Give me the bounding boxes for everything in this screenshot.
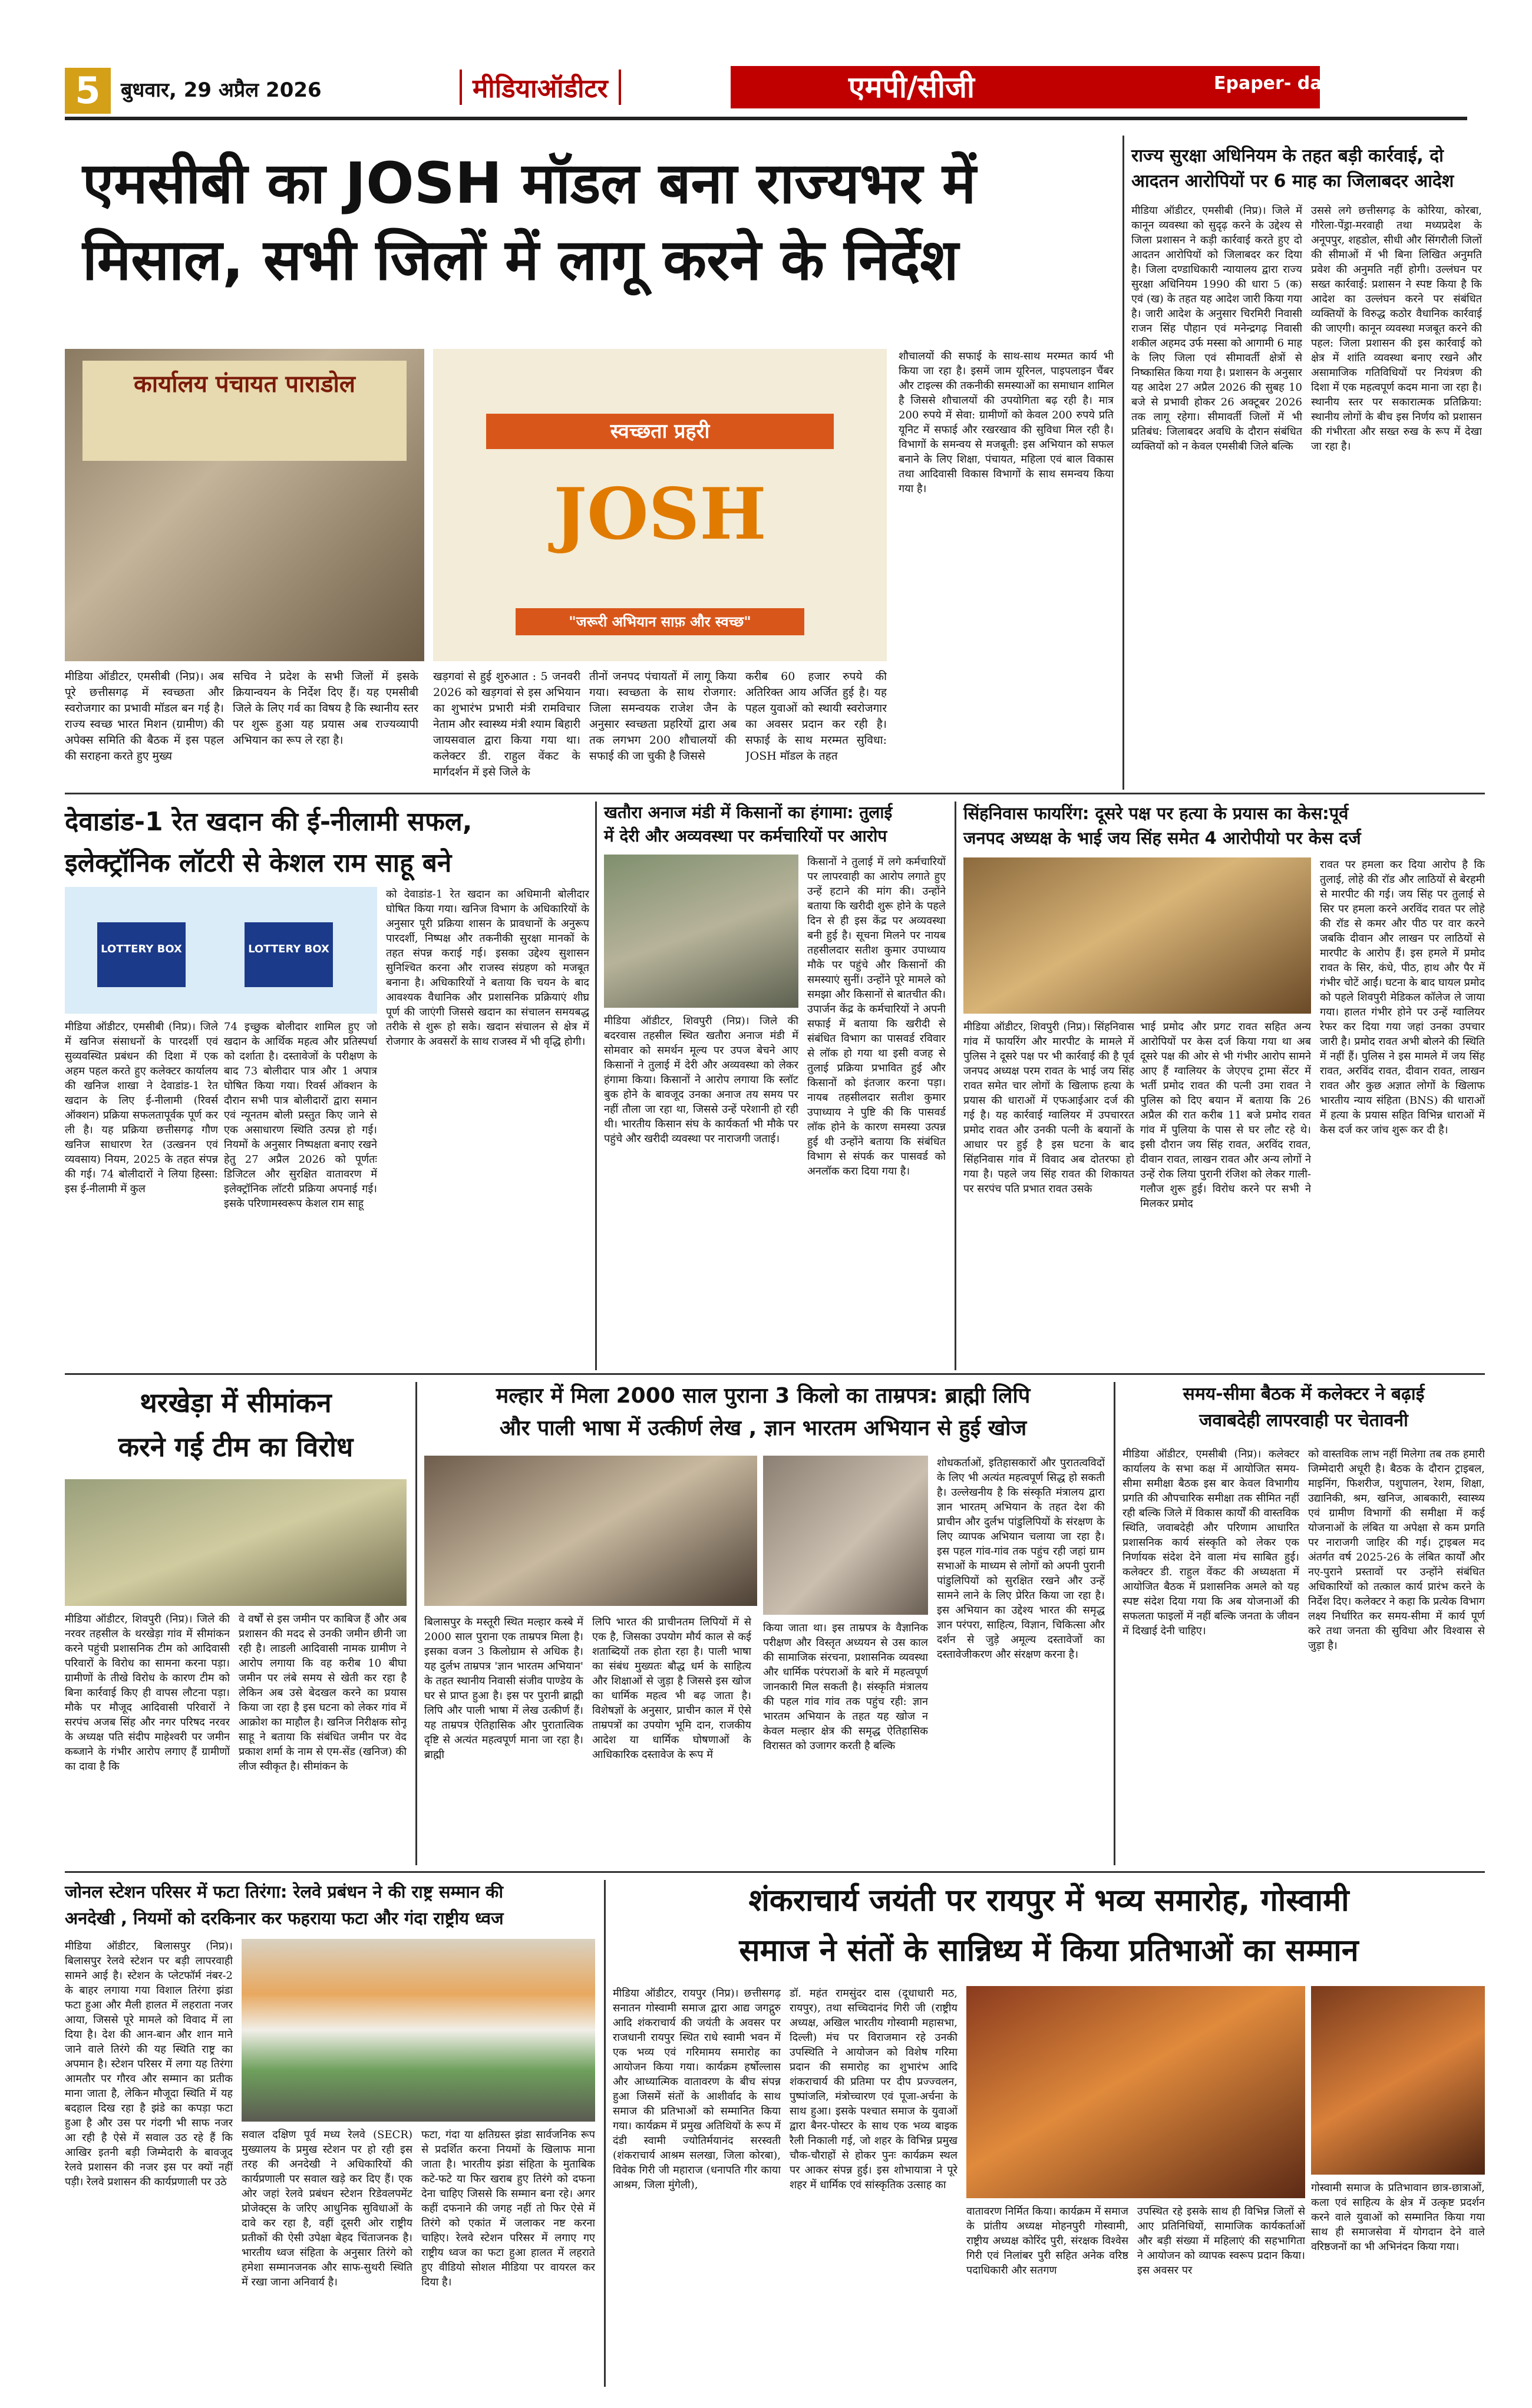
s2-headline-2: इलेक्ट्रॉनिक लॉटरी से केशल राम साहू बने <box>65 848 452 878</box>
r1-headline-1: राज्य सुरक्षा अधिनियम के तहत बड़ी कार्रवाई, दो <box>1131 146 1444 166</box>
s2-col-3: को देवाडांड-1 रेत खदान का अधिमानी बोलीदार घोषित किया गया। खनिज विभाग के अधिकारियों के अनुसार पूरी प्रक्रिया शासन के प्रावधानों के अनुरूप पारदर्शी, निष्पक्ष और तकनीकी सुरक्षा मानकों के तहत संपन्न कराई गई। इसका उद्देश्य सुशासन सुनिश्चित करना और राजस्व संग्रहण को मजबूत बनाना है। अधिकारियों ने बताया कि चयन के बाद आवश्यक वैधानिक और प्रशासनिक प्रक्रियाएं शीघ्र पूर्ण की जाएंगी जिससे खदान का संचालन समयबद्ध तरीके से शुरू हो सके। खदान संचालन से क्षेत्र में रोजगार के अवसरों के साथ राजस्व में भी वृद्धि होगी। <box>386 888 589 1048</box>
s7-headline-2: जवाबदेही लापरवाही पर चेतावनी <box>1199 1410 1408 1431</box>
lottery-box-1: LOTTERY BOX <box>97 922 186 987</box>
s9-col-4: उपस्थित रहे इसके साथ ही विभिन्न जिलों से आए प्रतिनिधियों, सामाजिक कार्यकर्ताओं और बड़ी संख्या में महिलाएं की सहभागिता ने आयोजन को व्यापक स्वरूप प्रदान किया। इस अवसर पर <box>1137 2205 1305 2277</box>
panchayat-office-photo <box>65 349 424 661</box>
copper-plate-people-photo <box>424 1456 757 1606</box>
s7-col-2: को वास्तविक लाभ नहीं मिलेगा तब तक हमारी जिम्मेदारी अधूरी है। बैठक के दौरान ट्राइबल, माइनिंग, फिशरीज, पशुपालन, रेशम, शिक्षा, उद्यानिकी, श्रम, खनिज, आबकारी, स्वास्थ्य एवं ग्रामीण विभागों की समीक्षा में कई योजनाओं के लंबित या अपेक्षा से कम प्रगति पर नाराजगी जाहिर की गई। ट्राइबल मद अंतर्गत वर्ष 2025-26 के लंबित कार्यों और नए-पुराने प्रस्तावों पर उन्होंने संबंधित अधिकारियों को तत्काल कार्य प्रारंभ करने के निर्देश दिए। कलेक्टर ने कहा कि प्रत्येक विभाग लक्ष्य निर्धारित कर समय-सीमा में कार्य पूर्ण करे तथा जनता की सुविधा और विश्वास से जुड़ा है। <box>1308 1448 1485 1652</box>
s3-col-1: मीडिया ऑडीटर, शिवपुरी (निप्र)। जिले की बदरवास तहसील स्थित खतौरा अनाज मंडी में सोमवार को समर्थन मूल्य पर उपज बेचने आए किसानों ने तुलाई में देरी और अव्यवस्था को लेकर हंगामा किया। किसानों ने आरोप लगाया कि स्लॉट बुक होने के बावजूद उनका अनाज तय समय पर नहीं तौला जा रहा था, जिससे उन्हें परेशानी हो रही थी। भारतीय किसान संघ के कार्यकर्ता भी मौके पर पहुंचे और खरीदी व्यवस्था पर नाराजगी जताई। <box>604 1015 798 1145</box>
column-rule <box>415 1382 417 1865</box>
s6-headline-1: मल्हार में मिला 2000 साल पुराना 3 किलो का ताम्रपत्र: ब्राह्मी लिपि <box>496 1384 1031 1408</box>
s4-col-2: भाई प्रमोद और प्रगट रावत सहित अन्य आरोपियों पर केस दर्ज किया गया था अब दूसरे पक्ष की ओर से भी गंभीर आरोप सामने आए हैं ग्वालियर के जेएएच ट्रामा सेंटर में भर्ती प्रमोद रावत की पत्नी उमा रावत ने पुलिस को दिए बयान में बताया कि 26 अप्रैल की रात करीब 11 बजे प्रमोद रावत गांव में पुलिया के पास से घर लौट रहे थे। इसी दौरान जय सिंह रावत, अरविंद रावत, दीवान रावत, लाखन रावत और अन्य लोगों ने उन्हें रोक लिया पुरानी रंजिश को लेकर गाली-गलौज शुरू हुई। विरोध करने पर सभी ने मिलकर प्रमोद <box>1140 1021 1311 1210</box>
section-banner: एमपी/सीजी <box>731 66 1320 108</box>
s8-headline-1: जोनल स्टेशन परिसर में फटा तिरंगा: रेलवे प्रबंधन ने की राष्ट्र सम्मान की <box>65 1882 503 1902</box>
poster-title: स्वच्छता प्रहरी <box>486 414 834 449</box>
s7-headline-1: समय-सीमा बैठक में कलेक्टर ने बढ़ाई <box>1183 1384 1425 1404</box>
s6-col-3: किया जाता था। इस ताम्रपत्र के वैज्ञानिक परीक्षण और विस्तृत अध्ययन से उस काल की सामाजिक संरचना, प्रशासनिक व्यवस्था और धार्मिक परंपराओं के बारे में महत्वपूर्ण जानकारी मिल सकती है। संस्कृति मंत्रालय की पहल गांव गांव तक पहुंच रही: ज्ञान भारतम अभियान के तहत यह खोज न केवल मल्हार क्षेत्र की समृद्ध ऐतिहासिक विरासत को उजागर करती है बल्कि <box>763 1622 928 1752</box>
s4-col-3: रावत पर हमला कर दिया आरोप है कि तुलाई, लोहे की रॉड और लाठियों से बेरहमी से मारपीट की गई। जय सिंह पर तुलाई से सिर पर हमला करने अरविंद रावत पर लोहे की रॉड से कमर और पीठ पर वार करने जबकि दीवान और लाखन पर लाठियों से मारपीट के आरोप हैं। इस हमले में प्रमोद रावत के सिर, कंधे, पीठ, हाथ और पैर में गंभीर चोटें आईं। घटना के बाद घायल प्रमोद को पहले शिवपुरी मेडिकल कॉलेज ले जाया गया। हालत गंभीर होने पर उन्हें ग्वालियर रेफर कर दिया गया जहां उनका उपचार जारी है। प्रमोद रावत अभी बोलने की स्थिति में नहीं हैं। पुलिस ने इस मामले में जय सिंह रावत, अरविंद रावत, दीवान रावत, लाखन रावत और कुछ अज्ञात लोगों के खिलाफ भारतीय न्याय संहिता (BNS) की धाराओं में हत्या के प्रयास सहित विभिन्न धाराओं में केस दर्ज कर जांच शुरू कर दी है। <box>1320 859 1485 1136</box>
column-rule <box>595 801 597 1370</box>
s3-headline-1: खतौरा अनाज मंडी में किसानों का हंगामा: तुलाई <box>604 803 893 822</box>
s8-col-2: सवाल दक्षिण पूर्व मध्य रेलवे (SECR) मुख्यालय के प्रमुख स्टेशन पर हो रही इस तरह की अनदेखी ने अधिकारियों की कार्यप्रणाली पर सवाल खड़े कर दिए हैं। एक ओर जहां रेलवे प्रबंधन स्टेशन रिडेवलपमेंट प्रोजेक्ट्स के जरिए आधुनिक सुविधाओं के दावे कर रहा है, वहीं दूसरी ओर राष्ट्रीय प्रतीकों की ऐसी उपेक्षा बेहद चिंताजनक है। भारतीय ध्वज संहिता के अनुसार तिरंगे को हमेशा सम्मानजनक और साफ-सुथरी स्थिति में रखा जाना अनिवार्य है। <box>242 2129 412 2288</box>
epaper-link[interactable]: Epaper- dainikmediaauditor.in <box>1214 73 1515 94</box>
column-rule <box>1122 136 1124 790</box>
column-rule <box>955 801 956 1370</box>
r1-col-1: मीडिया ऑडीटर, एमसीबी (निप्र)। जिले में कानून व्यवस्था को सुदृढ़ करने के उद्देश्य से जिला प्रशासन ने कड़ी कार्रवाई करते हुए दो आदतन आरोपियों को जिलाबदर कर दिया है। जिला दण्डाधिकारी न्यायालय द्वारा राज्य सुरक्षा अधिनियम 1990 की धारा 5 (क) एवं (ख) के तहत यह आदेश जारी किया गया है। जारी आदेश के अनुसार चिरमिरी निवासी राजन सिंह पौहान एवं मनेन्द्रगढ़ निवासी शकील अहमद उर्फ मस्सा को आगामी 6 माह के लिए जिला एवं सीमावर्ती क्षेत्रों से निष्कासित किया गया है। प्रशासन के अनुसार यह आदेश 27 अप्रैल 2026 की सुबह 10 बजे से प्रभावी होकर 26 अक्टूबर 2026 तक लागू रहेगा। सीमावर्ती जिलों में भी प्रतिबंध: जिलाबदर अवधि के दौरान संबंधित व्यक्तियों को न केवल एमसीबी जिले बल्कि <box>1131 204 1302 453</box>
ceremony-photo-2 <box>1311 1986 1485 2175</box>
s8-col-3: फटा, गंदा या क्षतिग्रस्त झंडा सार्वजनिक रूप से प्रदर्शित करना नियमों के खिलाफ माना जाता है। भारतीय झंडा संहिता के मुताबिक कटे-फटे या फिर खराब हुए तिरंगे को दफना देना चाहिए जिससे कि सम्मान बना रहे। अगर कहीं दफनाने की जगह नहीं तो फिर ऐसे में तिरंगे को एकांत में जलाकर नष्ट करना चाहिए। रेलवे स्टेशन परिसर में लगाए गए राष्ट्रीय ध्वज का फटा हुआ हालत में लहराते हुए वीडियो सोशल मीडिया पर वायरल कर दिया है। <box>421 2129 595 2288</box>
copper-plate-photo <box>763 1456 928 1615</box>
s2-col-1: मीडिया ऑडीटर, एमसीबी (निप्र)। जिले में खनिज संसाधनों के पारदर्शी एवं सुव्यवस्थित प्रबंधन की दिशा में एक अहम पहल करते हुए कलेक्टर कार्यालय की खनिज शाखा ने देवाडांड-1 रेत खदान के लिए ई-नीलामी (रिवर्स ऑक्शन) प्रक्रिया सफलतापूर्वक पूर्ण कर ली है। यह प्रक्रिया छत्तीसगढ़ गौण खनिज साधारण रेत (उत्खनन एवं व्यवसाय) नियम, 2025 के तहत संपन्न की गई। 74 बोलीदारों ने लिया हिस्सा: इस ई-नीलामी में कुल <box>65 1021 218 1195</box>
s2-col-2: 74 इच्छुक बोलीदार शामिल हुए जो खदान के आर्थिक महत्व और प्रतिस्पर्धा को दर्शाता है। दस्तावेजों के परीक्षण के बाद 73 बोलीदार पात्र और 1 अपात्र घोषित किया गया। रिवर्स ऑक्शन के दौरान सभी पात्र बोलीदारों द्वारा समान एवं न्यूनतम बोली प्रस्तुत किए जाने से एक असाधारण स्थिति उत्पन्न हो गई। नियमों के अनुसार निष्पक्षता बनाए रखने हेतु 27 अप्रैल 2026 को पूर्णतः डिजिटल और सुरक्षित वातावरण में इलेक्ट्रॉनिक लॉटरी प्रक्रिया अपनाई गई। इसके परिणामस्वरूप केशल राम साहू <box>224 1021 377 1210</box>
section-rule <box>65 793 1485 794</box>
s4-col-1: मीडिया ऑडीटर, शिवपुरी (निप्र)। सिंहनिवास गांव में फायरिंग और मारपीट के मामले में पुलिस ने दूसरे पक्ष पर भी कार्रवाई की है पूर्व जनपद अध्यक्ष परम रावत के भाई जय सिंह रावत समेत चार लोगों के खिलाफ हत्या के प्रयास की धाराओं में एफआईआर दर्ज की गई है। यह कार्रवाई ग्वालियर में उपचाररत प्रमोद रावत और उनकी पत्नी के बयानों के आधार पर हुई है इस घटना के बाद सिंहनिवास गांव में विवाद अब दोतरफा हो गया है। पहले जय सिंह रावत की शिकायत पर सरपंच पति प्रभात रावत उसके <box>963 1021 1134 1195</box>
issue-date: बुधवार, 29 अप्रैल 2026 <box>121 78 322 102</box>
s9-col-2: डॉ. महंत रामसुंदर दास (दूधाधारी मठ, रायपुर), तथा सच्चिदानंद गिरी जी (राष्ट्रीय अध्यक्ष, अखिल भारतीय गोस्वामी महासभा, दिल्ली) मंच पर विराजमान रहे उनकी उपस्थिति ने आयोजन को विशेष गरिमा प्रदान की समारोह का शुभारंभ आदि शंकराचार्य की प्रतिमा पर दीप प्रज्ज्वलन, पुष्पांजलि, मंत्रोच्चारण एवं पूजा-अर्चना के साथ हुआ। इसके पश्चात समाज के युवाओं द्वारा बैनर-पोस्टर के साथ एक भव्य बाइक रैली निकाली गई, जो शहर के विभिन्न प्रमुख चौक-चौराहों से होकर पुनः कार्यक्रम स्थल पर आकर संपन्न हुई। इस शोभायात्रा ने पूरे शहर में धार्मिक एवं सांस्कृतिक उत्साह का <box>790 1987 958 2191</box>
section-rule <box>65 1373 1485 1375</box>
s3-headline-2: में देरी और अव्यवस्था पर कर्मचारियों पर आरोप <box>604 826 887 846</box>
s5-col-2: वे वर्षों से इस जमीन पर काबिज हैं और अब प्रशासन की मदद से उनकी जमीन छीनी जा रही है। लाडली आदिवासी नामक ग्रामीण ने आरोप लगाया कि वह करीब 10 बीघा जमीन पर लंबे समय से खेती कर रहा है लेकिन अब उसे बेदखल करने का प्रयास किया जा रहा है इस घटना को लेकर गांव में आक्रोश का माहौल है। खनिज निरीक्षक सोनू साहू ने बताया कि संबंधित जमीन पर वेद प्रकाश शर्मा के नाम से एम-सेंड (खनिज) की लीज स्वीकृत है। सीमांकन के <box>239 1613 407 1773</box>
s6-headline-2: और पाली भाषा में उत्कीर्ण लेख , ज्ञान भारतम अभियान से हुई खोज <box>499 1416 1027 1440</box>
s8-headline-2: अनदेखी , नियमों को दरकिनार कर फहराया फटा और गंदा राष्ट्रीय ध्वज <box>65 1908 504 1928</box>
demarcation-team-photo <box>65 1479 407 1606</box>
josh-campaign-poster <box>433 349 887 661</box>
r1-headline-2: आदतन आरोपियों पर 6 माह का जिलाबदर आदेश <box>1131 171 1454 192</box>
header-rule <box>65 117 1467 120</box>
lead-col-3: खड़गवां से हुई शुरुआत : 5 जनवरी 2026 को खड़गवां से इस अभियान का शुभारंभ प्रभारी मंत्री रामविचार नेताम और स्वास्थ्य मंत्री श्याम बिहारी जायसवाल द्वारा किया गया था। कलेक्टर डी. राहुल वेंकट के मार्गदर्शन में इसे जिले के <box>433 670 580 779</box>
r1-col-2: उससे लगे छत्तीसगढ़ के कोरिया, कोरबा, गौरेला-पेंड्रा-मरवाही तथा मध्यप्रदेश के अनूपपुर, शहडोल, सीधी और सिंगरौली जिलों की सीमाओं में भी बिना लिखित अनुमति प्रवेश की अनुमति नहीं होगी। उल्लंघन पर सख्त कार्रवाई: प्रशासन ने स्पष्ट किया है कि आदेश का उल्लंघन करने पर संबंधित व्यक्तियों के विरुद्ध कठोर वैधानिक कार्रवाई की जाएगी। कानून व्यवस्था मजबूत करने की पहल: जिला प्रशासन की इस कार्रवाई को क्षेत्र में शांति व्यवस्था बनाए रखने और असामाजिक गतिविधियों पर नियंत्रण की दिशा में एक महत्वपूर्ण कदम माना जा रहा है। स्थानीय स्तर पर सकारात्मक प्रतिक्रिया: स्थानीय लोगों के बीच इस निर्णय को प्रशासन की गंभीरता और सख्त रुख के रूप में देखा जा रहा है। <box>1311 204 1482 453</box>
s3-col-2: किसानों ने तुलाई में लगे कर्मचारियों पर लापरवाही का आरोप लगाते हुए उन्हें हटाने की मांग की। उन्होंने बताया कि खरीदी शुरू होने के पहले दिन से ही इस केंद्र पर अव्यवस्था बनी हुई है। सूचना मिलने पर नायब तहसीलदार सतीश कुमार उपाध्याय मौके पर पहुंचे और किसानों की समस्याएं सुनीं। उन्होंने पूरे मामले को समझा और किसानों से बातचीत की। उपार्जन केंद्र के कर्मचारियों ने अपनी सफाई में बताया कि खरीदी से संबंधित विभाग का पासवर्ड रविवार से लॉक हो गया था इसी वजह से तुलाई प्रक्रिया प्रभावित हुई और किसानों को इंतजार करना पड़ा। नायब तहसीलदार सतीश कुमार उपाध्याय ने पुष्टि की कि पासवर्ड लॉक होने के कारण समस्या उत्पन्न हुई थी उन्होंने बताया कि संबंधित विभाग से संपर्क कर पासवर्ड को अनलॉक करा दिया गया है। <box>807 856 946 1177</box>
masthead <box>0 0 1532 118</box>
accused-portrait-photo <box>963 857 1311 1014</box>
s4-headline-2: जनपद अध्यक्ष के भाई जय सिंह समेत 4 आरोपीयो पर केस दर्ज <box>963 828 1361 848</box>
brand-name: मीडियाऑडीटर <box>460 70 621 105</box>
column-rule <box>604 1880 606 2387</box>
ceremony-photo-1 <box>966 1986 1305 2198</box>
s7-col-1: मीडिया ऑडीटर, एमसीबी (निप्र)। कलेक्टर कार्यालय के सभा कक्ष में आयोजित समय-सीमा समीक्षा बैठक इस बार केवल विभागीय प्रगति की औपचारिक समीक्षा तक सीमित नहीं रही बल्कि जिले में विकास कार्यों की वास्तविक स्थिति, जवाबदेही और परिणाम आधारित प्रशासनिक कार्य संस्कृति को लेकर एक निर्णायक संदेश देने वाला मंच साबित हुई। कलेक्टर डी. राहुल वेंकट की अध्यक्षता में आयोजित बैठक में प्रशासनिक अमले को यह स्पष्ट संदेश दिया गया कि अब योजनाओं की सफलता फाइलों में नहीं बल्कि जनता के जीवन में दिखाई देनी चाहिए। <box>1122 1448 1299 1637</box>
lead-headline-1: एमसीबी का JOSH मॉडल बना राज्यभर में <box>82 150 976 216</box>
s5-headline-1: थरखेड़ा में सीमांकन <box>140 1387 332 1419</box>
section-rule <box>65 1871 1485 1873</box>
s9-col-1: मीडिया ऑडीटर, रायपुर (निप्र)। छत्तीसगढ़ सनातन गोस्वामी समाज द्वारा आद्य जगद्गुरु आदि शंकराचार्य की जयंती के अवसर पर राजधानी रायपुर स्थित राधे स्वामी भवन में एक भव्य एवं गरिमामय समारोह का आयोजन किया गया। कार्यक्रम हर्षोल्लास और आध्यात्मिक वातावरण के बीच संपन्न हुआ जिसमें संतों के आशीर्वाद के साथ समाज की प्रतिभाओं को सम्मानित किया गया। कार्यक्रम में प्रमुख अतिथियों के रूप में दंडी स्वामी ज्योतिर्मयानंद सरस्वती (शंकराचार्य आश्रम सलखा, जिला कोरबा), विवेक गिरी जी महाराज (धनापति गीर काया आश्रम, जिला मुंगेली), <box>613 1987 781 2191</box>
s9-headline-2: समाज ने संतों के सान्निध्य में किया प्रतिभाओं का सम्मान <box>739 1933 1359 1968</box>
lead-col-1: मीडिया ऑडीटर, एमसीबी (निप्र)। अब पूरे छत्तीसगढ़ में स्वच्छता और स्वरोजगार का प्रभावी मॉडल बन गई है। राज्य स्वच्छ भारत मिशन (ग्रामीण) की अपेक्स समिति की बैठक में इस पहल की सराहना करते हुए मुख्य <box>65 670 224 763</box>
s9-col-5: गोस्वामी समाज के प्रतिभावान छात्र-छात्राओं, कला एवं साहित्य के क्षेत्र में उत्कृष्ट प्रदर्शन करने वाले युवाओं को सम्मानित किया गया साथ ही समाजसेवा में योगदान देने वाले वरिष्ठजनों का भी अभिनंदन किया गया। <box>1311 2182 1485 2253</box>
s9-col-3: वातावरण निर्मित किया। कार्यक्रम में समाज के प्रांतीय अध्यक्ष मोहनपुरी गोस्वामी, राष्ट्रीय अध्यक्ष कोरिंद पुरी, संरक्षक विश्वेस गिरी एवं निलांबर पुरी सहित अनेक वरिष्ठ पदाधिकारी और सतगण <box>966 2205 1128 2277</box>
s8-col-1: मीडिया ऑडीटर, बिलासपुर (निप्र)। बिलासपुर रेलवे स्टेशन पर बड़ी लापरवाही सामने आई है। स्टेशन के प्लेटफॉर्म नंबर-2 के बाहर लगाया गया विशाल तिरंगा झंडा फटा हुआ और मैली हालत में लहराता नजर आया, जिससे पूरे मामले को विवाद में ला दिया है। देश की आन-बान और शान माने जाने वाले तिरंगे की यह स्थिति राष्ट्र का अपमान है। स्टेशन परिसर में लगा यह तिरंगा आमतौर पर गौरव और सम्मान का प्रतीक माना जाता है, लेकिन मौजूदा स्थिति में यह बदहाल दिख रहा है झंडे का कपड़ा फटा हुआ है और उस पर गंदगी भी साफ नजर आ रही है ऐसे में सवाल उठ रहे हैं कि आखिर इतनी बड़ी जिम्मेदारी के बावजूद रेलवे प्रशासन की नजर इस पर क्यों नहीं पड़ी। रेलवे प्रशासन की कार्यप्रणाली पर उठे <box>65 1940 233 2188</box>
s5-headline-2: करने गई टीम का विरोध <box>118 1431 354 1463</box>
farmers-protest-photo <box>604 855 798 1008</box>
s6-col-4: शोधकर्ताओं, इतिहासकारों और पुरातत्वविदों के लिए भी अत्यंत महत्वपूर्ण सिद्ध हो सकती है। उल्लेखनीय है कि संस्कृति मंत्रालय द्वारा ज्ञान भारतम् अभियान के तहत देश की प्राचीन और दुर्लभ पांडुलिपियों के संरक्षण के लिए व्यापक अभियान चलाया जा रहा है। इस पहल गांव-गांव तक पहुंच रही जहां ग्राम सभाओं के माध्यम से लोगों को अपनी पुरानी पांडुलिपियों को सुरक्षित रखने और उन्हें सामने लाने के लिए प्रेरित किया जा रहा है। इस अभियान का उद्देश्य भारत की समृद्ध ज्ञान परंपरा, साहित्य, विज्ञान, चिकित्सा और दर्शन से जुड़े अमूल्य दस्तावेजों का दस्तावेजीकरण और संरक्षण करना है। <box>937 1457 1105 1661</box>
lead-headline-2: मिसाल, सभी जिलों में लागू करने के निर्देश <box>82 227 959 293</box>
s5-col-1: मीडिया ऑडीटर, शिवपुरी (निप्र)। जिले की नरवर तहसील के थरखेड़ा गांव में सीमांकन करने पहुंची प्रशासनिक टीम को आदिवासी परिवारों के विरोध का सामना करना पड़ा। ग्रामीणों के तीखे विरोध के कारण टीम को बिना कार्रवाई किए ही वापस लौटना पड़ा। मौके पर मौजूद आदिवासी परिवारों ने सरपंच अजब सिंह और नगर परिषद नरवर के अध्यक्ष पति संदीप माहेश्वरी पर जमीन कब्जाने के गंभीर आरोप लगाए हैं ग्रामीणों का दावा है कि <box>65 1613 230 1773</box>
page-number: 5 <box>65 68 111 114</box>
column-rule <box>1114 1382 1115 1865</box>
s6-col-1: बिलासपुर के मस्तूरी स्थित मल्हार कस्बे में 2000 साल पुराना एक ताम्रपत्र मिला है। इसका वजन 3 किलोग्राम से अधिक है। यह दुर्लभ ताम्रपत्र 'ज्ञान भारतम अभियान' के तहत स्थानीय निवासी संजीव पाण्डेय के घर से प्राप्त हुआ है। इस पर पुरानी ब्राह्मी लिपि और पाली भाषा में लेख उत्कीर्ण हैं। यह ताम्रपत्र ऐतिहासिक और पुरातात्विक दृष्टि से अत्यंत महत्वपूर्ण माना जा रहा है। ब्राह्मी <box>424 1616 583 1761</box>
s9-headline-1: शंकराचार्य जयंती पर रायपुर में भव्य समारोह, गोस्वामी <box>748 1883 1349 1918</box>
torn-flag-photo <box>242 1939 595 2122</box>
lead-col-5: करीब 60 हजार रुपये की अतिरिक्त आय अर्जित हुई है। यह पहल युवाओं को स्थायी स्वरोजगार का अवसर प्रदान कर रही है। सफाई के साथ मरम्मत सुविधा: JOSH मॉडल के तहत <box>745 670 887 763</box>
s2-headline-1: देवाडांड-1 रेत खदान की ई-नीलामी सफल, <box>65 807 473 837</box>
s6-col-2: लिपि भारत की प्राचीनतम लिपियों में से एक है, जिसका उपयोग मौर्य काल से कई शताब्दियों तक होता रहा है। पाली भाषा का संबंध मुख्यतः बौद्ध धर्म के साहित्य और शिक्षाओं से जुड़ा है जिससे इस खोज का धार्मिक महत्व भी बढ़ जाता है। विशेषज्ञों के अनुसार, प्राचीन काल में ऐसे ताम्रपत्रों का उपयोग भूमि दान, राजकीय आदेश या धार्मिक घोषणाओं के आधिकारिक दस्तावेज के रूप में <box>592 1616 751 1761</box>
lead-col-6: शौचालयों की सफाई के साथ-साथ मरम्मत कार्य भी किया जा रहा है। इसमें जाम यूरिनल, पाइपलाइन चैंबर और टाइल्स की तकनीकी समस्याओं का समाधान शामिल है जिससे शौचालयों की उपयोगिता बढ़ रही है। मात्र 200 रुपये में सेवा: ग्रामीणों को केवल 200 रुपये प्रति यूनिट में सफाई और रखरखाव की सुविधा मिल रही है। विभागों के समन्वय से मजबूती: इस अभियान को सफल बनाने के लिए शिक्षा, पंचायत, महिला एवं बाल विकास तथा आदिवासी विकास विभागों के साथ समन्वय किया गया है। <box>899 350 1114 495</box>
lead-col-4: तीनों जनपद पंचायतों में लागू किया गया। स्वच्छता के साथ रोजगार: जिला समन्वयक राजेश जैन के अनुसार स्वच्छता प्रहरियों द्वारा अब तक लगभग 200 शौचालयों की सफाई की जा चुकी है जिससे <box>589 670 737 763</box>
poster-tagline: "जरूरी अभियान साफ़ और स्वच्छ" <box>516 608 804 635</box>
poster-logo: JOSH <box>553 473 767 556</box>
lottery-photo <box>65 887 377 1014</box>
s4-headline-1: सिंहनिवास फायरिंग: दूसरे पक्ष पर हत्या के प्रयास का केस:पूर्व <box>963 803 1349 823</box>
photo-signboard: कार्यालय पंचायत पाराडोल <box>82 361 407 461</box>
lottery-box-2: LOTTERY BOX <box>245 922 333 987</box>
lead-col-2: सचिव ने प्रदेश के सभी जिलों में इसके क्रियान्वयन के निर्देश दिए हैं। यह एमसीबी जिले के लिए गर्व का विषय है कि स्थानीय स्तर पर शुरू हुआ यह प्रयास अब राज्यव्यापी अभियान का रूप ले रहा है। <box>233 670 418 747</box>
